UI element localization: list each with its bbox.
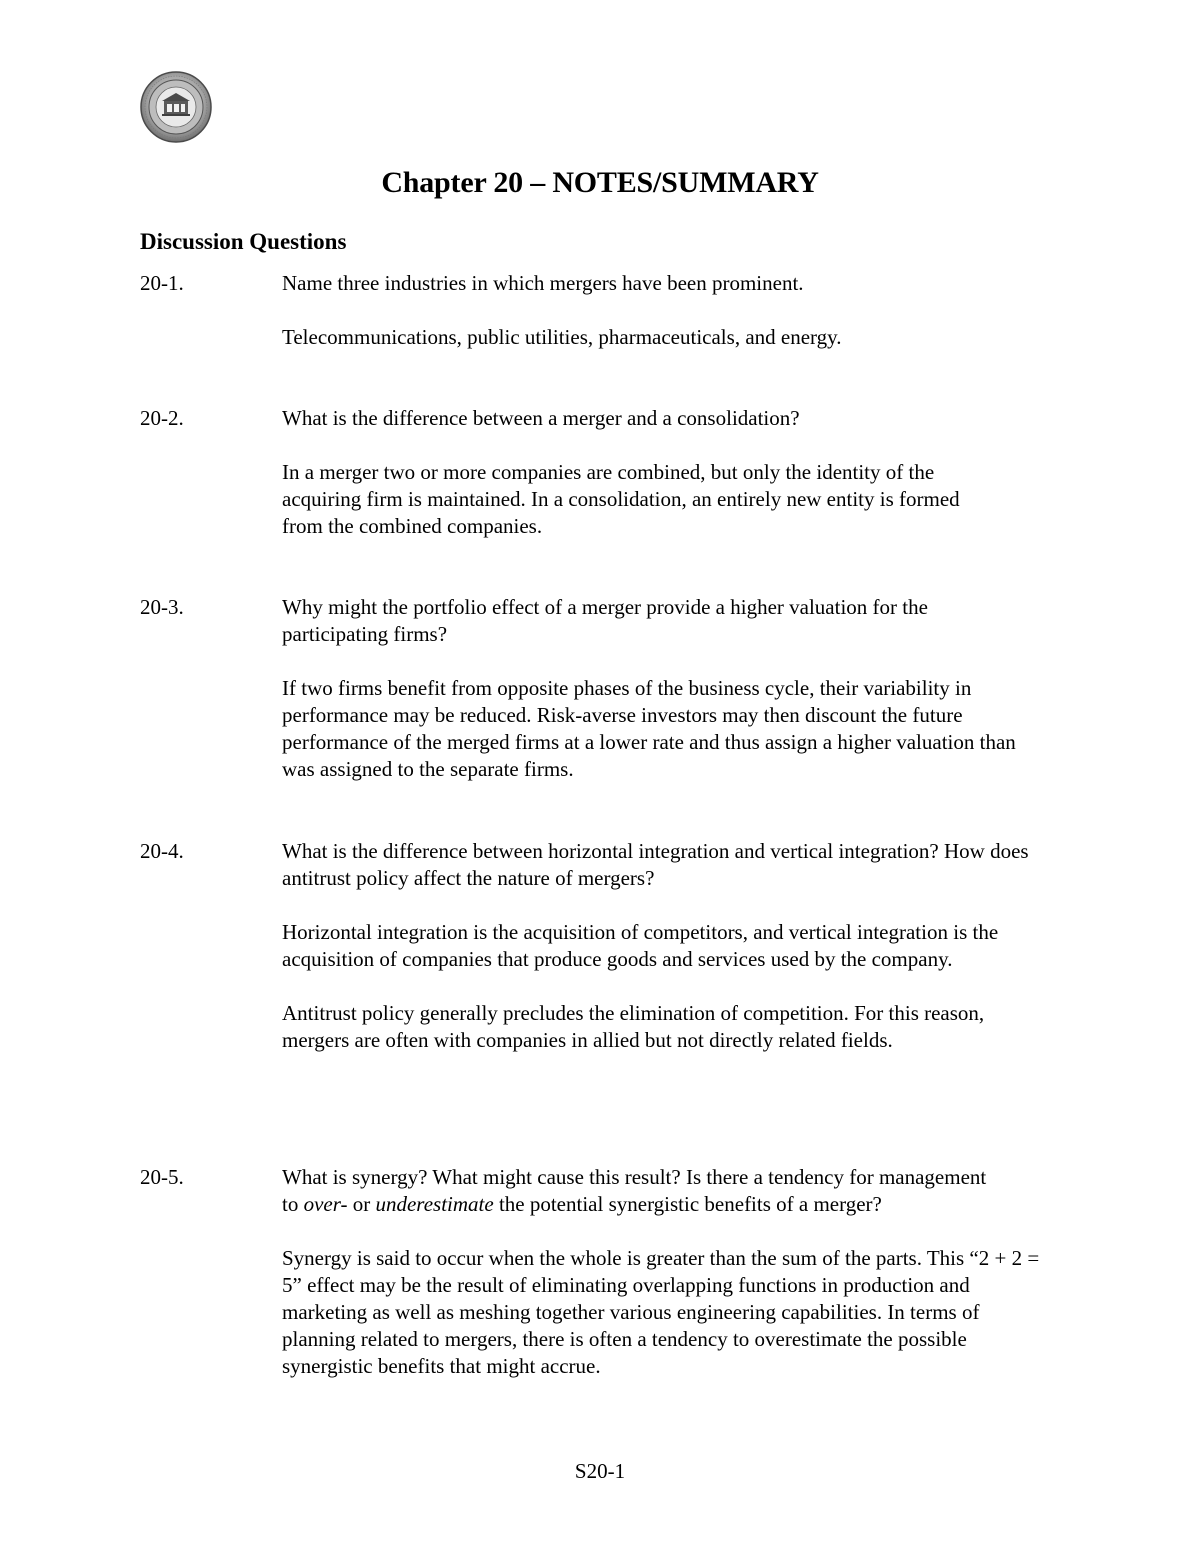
question-text-part: or bbox=[347, 1192, 376, 1216]
question-text: Name three industries in which mergers have been prominent. bbox=[282, 271, 804, 295]
page-title: Chapter 20 – NOTES/SUMMARY bbox=[381, 166, 819, 199]
question-text bbox=[282, 1164, 1007, 1218]
question-text-part: the potential synergistic benefits of a merger? bbox=[493, 1192, 882, 1216]
question-body bbox=[282, 405, 1052, 540]
seal-icon bbox=[140, 71, 212, 143]
question-body bbox=[282, 594, 1052, 783]
answer-text: If two firms benefit from opposite phases of the business cycle, their variability in performance may be reduced. Risk-averse investors may then discount the future performance of the merged firms at a lower rate and thus assign a higher valuation than was assigned to the separate firms. bbox=[282, 676, 1016, 781]
question-number: 20-5. bbox=[140, 1165, 184, 1189]
page-number: S20-1 bbox=[574, 1459, 626, 1483]
question-text-italic: over- bbox=[303, 1192, 348, 1216]
question-number: 20-2. bbox=[140, 406, 184, 430]
question-number: 20-4. bbox=[140, 839, 184, 863]
question-body bbox=[282, 838, 1052, 1054]
answer-text: Telecommunications, public utilities, pharmaceuticals, and energy. bbox=[282, 325, 842, 349]
answer-text: In a merger two or more companies are combined, but only the identity of the acquiring firm is maintained. In a consolidation, an entirely new entity is formed from the combined companies. bbox=[282, 460, 960, 538]
question-text-part: What is synergy? What might cause this result? Is there a tendency for management to bbox=[282, 1165, 987, 1216]
section-heading: Discussion Questions bbox=[140, 229, 347, 254]
question-number: 20-3. bbox=[140, 595, 184, 619]
question-body bbox=[282, 1164, 1052, 1380]
question-text: What is the difference between horizontal integration and vertical integration? How does antitrust policy affect the nature of mergers? bbox=[282, 839, 1029, 890]
answer-text: Antitrust policy generally precludes the elimination of competition. For this reason, mergers are often with companies in allied but not directly related fields. bbox=[282, 1001, 985, 1052]
question-text-italic: underestimate bbox=[375, 1192, 494, 1216]
answer-text: Synergy is said to occur when the whole is greater than the sum of the parts. This “2 + 2 = 5” effect may be the result of eliminating overlapping functions in production and marketing as well as meshing together various engineering capabilities. In terms of planning related to mergers, there is often a tendency to overestimate the possible synergistic benefits that might accrue. bbox=[282, 1246, 1040, 1378]
question-text: Why might the portfolio effect of a merger provide a higher valuation for the participating firms? bbox=[282, 595, 928, 646]
question-text: What is the difference between a merger and a consolidation? bbox=[282, 406, 800, 430]
question-number: 20-1. bbox=[140, 271, 184, 295]
answer-text: Horizontal integration is the acquisition of competitors, and vertical integration is the acquisition of companies that produce goods and services used by the company. bbox=[282, 920, 999, 971]
question-body bbox=[282, 270, 1052, 351]
institution-seal-logo bbox=[140, 71, 212, 143]
